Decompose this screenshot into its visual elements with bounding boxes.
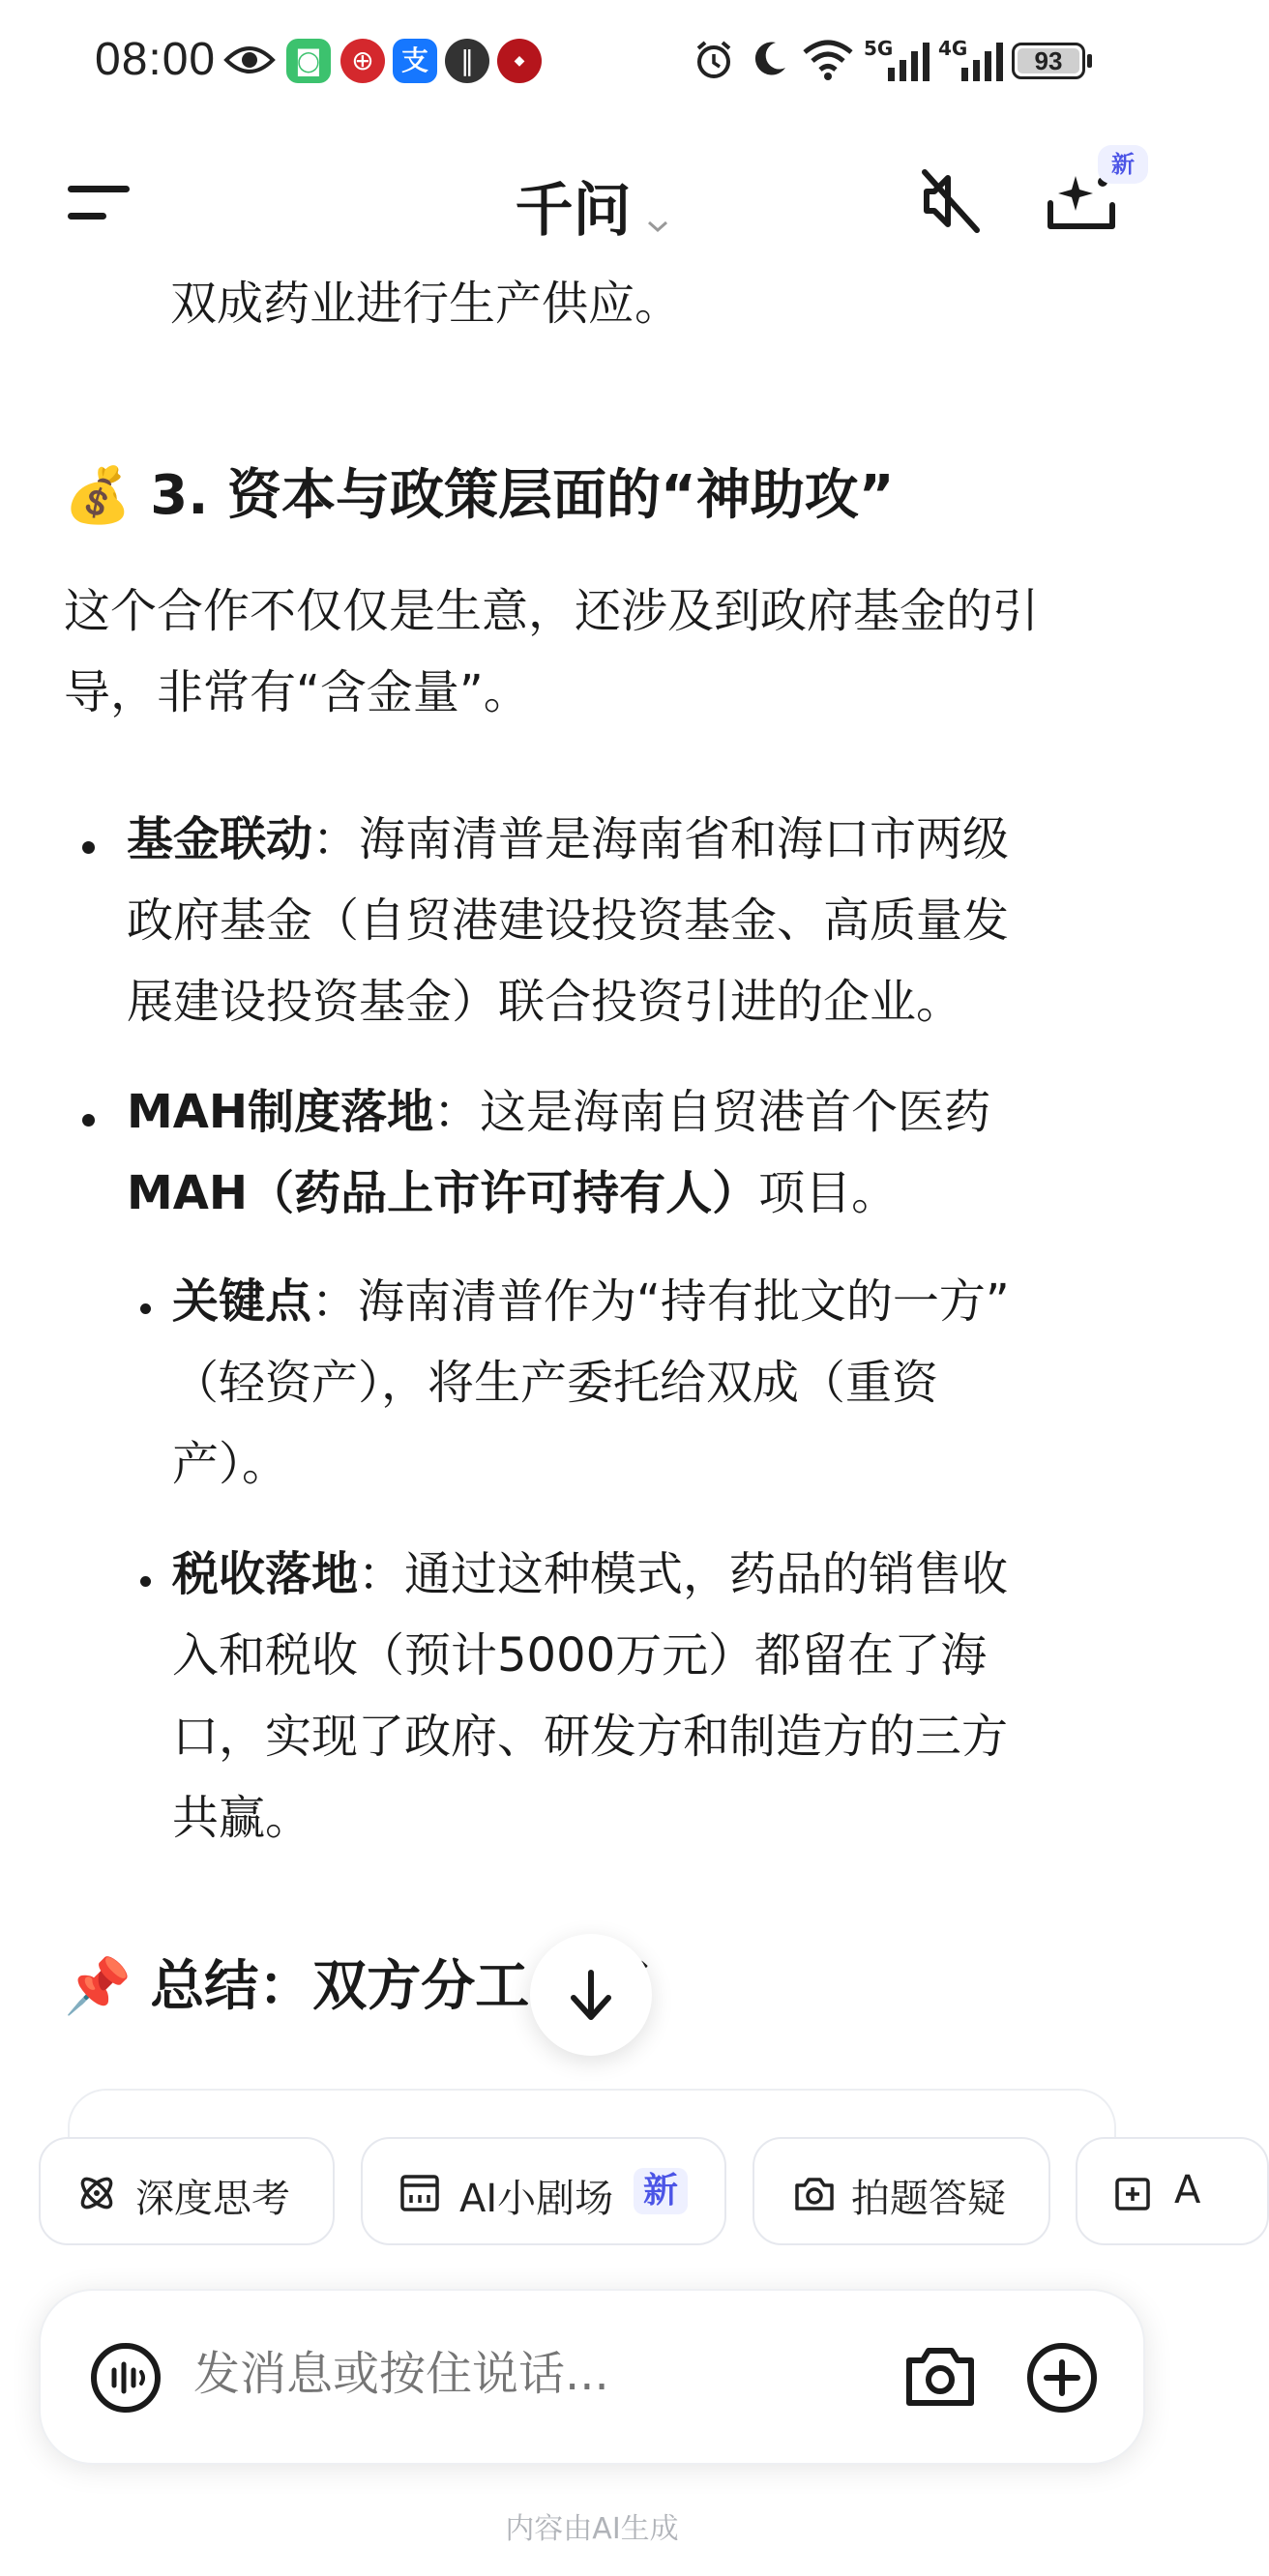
bullet-line: 展建设投资基金）联合投资引进的企业。 [127, 975, 963, 1029]
eye-icon [224, 43, 275, 77]
bullet-dot [82, 1114, 95, 1127]
sub-bullet-dot [140, 1576, 151, 1587]
intro-line: 这个合作不仅仅是生意，还涉及到政府基金的引 [64, 584, 1040, 638]
music-notification-icon: ‖ [445, 39, 489, 83]
sub-bullet-text: ：通过这种模式，药品的销售收 [358, 1547, 1009, 1601]
scroll-to-bottom-button[interactable] [530, 1934, 652, 2056]
chip-ai-theater[interactable] [361, 2137, 726, 2245]
signal-bars-icon [961, 41, 1004, 81]
bullet-title: MAH制度落地 [127, 1085, 434, 1139]
status-bar [0, 0, 1184, 126]
sub-bullet-line: 产）。 [172, 1437, 289, 1491]
bullet-line [127, 799, 1009, 880]
mute-icon[interactable] [919, 166, 983, 236]
summary-title-left: 总结：双方分工 [150, 1955, 530, 2018]
atom-icon [75, 2172, 118, 2214]
battery-tip [1087, 54, 1092, 68]
message-input[interactable] [193, 2347, 890, 2401]
battery-icon [1012, 43, 1085, 79]
wifi-icon [801, 37, 855, 81]
add-plus-icon[interactable] [1025, 2341, 1099, 2415]
prev-paragraph-tail: 双成药业进行生产供应。 [170, 277, 682, 331]
sub-bullet-title: 税收落地 [172, 1547, 359, 1601]
intro-line: 导，非常有“含金量”。 [64, 665, 530, 719]
ai-disclaimer: 内容由AI生成 [505, 2512, 679, 2546]
bullet-bold-text: MAH（药品上市许可持有人） [127, 1166, 759, 1220]
bullet-line: 政府基金（自贸港建设投资基金、高质量发 [127, 893, 1010, 948]
chip-label: AI小剧场 [459, 2177, 614, 2221]
chip-deep-think[interactable] [39, 2137, 335, 2245]
bullet-line [127, 1071, 990, 1153]
sub-bullet-line: 入和税收（预计5000万元）都留在了海 [172, 1628, 988, 1683]
sub-bullet-line: 口，实现了政府、研发方和制造方的三方 [172, 1710, 1009, 1764]
alipay-notification-icon: 支 [393, 39, 437, 83]
car-notification-icon: ◆ [497, 39, 542, 83]
chat-message-content [0, 261, 1184, 2118]
sub-bullet-title: 关键点 [172, 1274, 312, 1329]
chip-more[interactable] [1076, 2137, 1269, 2245]
battery-level: 93 [1034, 46, 1063, 75]
chip-photo-qa[interactable] [753, 2137, 1050, 2245]
signal-4g-label: 4G [938, 37, 968, 60]
bullet-dot [82, 841, 95, 854]
moon-icon [749, 39, 789, 79]
camera-icon[interactable] [905, 2345, 975, 2409]
alarm-icon [693, 39, 735, 81]
page-title: 千问 [515, 177, 632, 245]
camera-plus-icon [793, 2172, 836, 2214]
video-plus-icon [1114, 2172, 1157, 2214]
new-badge: 新 [1098, 145, 1148, 184]
bullet-line [127, 1153, 898, 1234]
sub-bullet-line [172, 1261, 1010, 1342]
bullet-text: 项目。 [758, 1166, 899, 1220]
sub-bullet-dot [140, 1303, 151, 1314]
bullet-text: ：海南清普是海南省和海口市两级 [312, 812, 1010, 866]
chevron-down-icon [646, 219, 669, 234]
bullet-text: ：这是海南自贸港首个医药 [433, 1085, 991, 1139]
sub-bullet-line: 共赢。 [172, 1791, 312, 1845]
model-switcher[interactable] [0, 164, 1184, 248]
status-time: 08:00 [95, 34, 217, 85]
bank-notification-icon: ⊕ [340, 39, 385, 83]
message-input-bar [39, 2289, 1145, 2465]
sub-bullet-line [172, 1534, 1008, 1615]
section-heading [64, 453, 895, 530]
section-title: 3. 资本与政策层面的“神助攻” [150, 464, 895, 527]
pushpin-icon: 📌 [64, 1955, 132, 2018]
bullet-title: 基金联动 [127, 812, 313, 866]
signal-5g-label: 5G [864, 37, 894, 60]
quick-action-chips [0, 2132, 1201, 2248]
app-notification-icon: ◙ [286, 39, 331, 83]
arrow-down-icon [569, 1969, 613, 2023]
chip-label: 深度思考 [135, 2177, 290, 2221]
app-header [0, 145, 1184, 261]
voice-input-icon[interactable] [89, 2341, 162, 2415]
signal-bars-icon [888, 41, 930, 81]
money-bag-icon: 💰 [64, 464, 132, 527]
chip-label: 拍题答疑 [851, 2177, 1006, 2221]
theater-icon [399, 2172, 440, 2214]
sub-bullet-text: ：海南清普作为“持有批文的一方” [311, 1274, 1010, 1329]
chip-label: A [1174, 2168, 1201, 2212]
new-badge: 新 [634, 2168, 688, 2214]
sub-bullet-line: （轻资产），将生产委托给双成（重资 [172, 1356, 939, 1410]
